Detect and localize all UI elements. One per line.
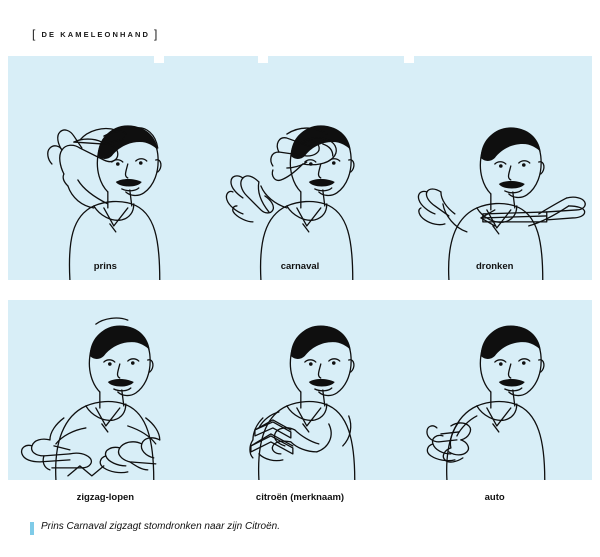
figure-dronken xyxy=(397,56,592,280)
caption-dronken: dronken xyxy=(475,261,514,272)
footer-sentence xyxy=(30,521,280,535)
caption-row-bottom xyxy=(8,492,592,503)
figure-row-top xyxy=(8,56,592,280)
accent-mark-icon xyxy=(30,522,34,535)
figure-prins xyxy=(8,56,203,280)
sign-illustration-prins xyxy=(8,56,203,280)
page-title-text: DE KAMELEONHAND xyxy=(41,29,151,39)
figure-auto xyxy=(397,300,592,480)
figure-citroen xyxy=(203,300,398,480)
sign-illustration-citroen xyxy=(203,300,398,480)
caption-citroen: citroën (merknaam) xyxy=(255,492,345,503)
figure-zigzag-lopen xyxy=(8,300,203,480)
figure-carnaval xyxy=(203,56,398,280)
figure-row-bottom xyxy=(8,300,592,480)
sign-illustration-auto xyxy=(397,300,592,480)
caption-prins: prins xyxy=(93,261,117,272)
sign-illustration-dronken xyxy=(397,56,592,280)
sign-illustration-carnaval xyxy=(203,56,398,280)
page-title xyxy=(32,28,159,40)
caption-carnaval: carnaval xyxy=(280,261,320,272)
caption-auto: auto xyxy=(484,492,505,503)
caption-zigzag-lopen: zigzag-lopen xyxy=(76,492,135,503)
sign-illustration-zigzag-lopen xyxy=(8,300,203,480)
footer-sentence-text: Prins Carnaval zigzagt stomdronken naar zijn Citroën. xyxy=(41,521,280,532)
bracket-right-icon: ] xyxy=(154,27,160,41)
caption-row-top xyxy=(8,261,592,272)
bracket-left-icon: [ xyxy=(32,27,38,41)
